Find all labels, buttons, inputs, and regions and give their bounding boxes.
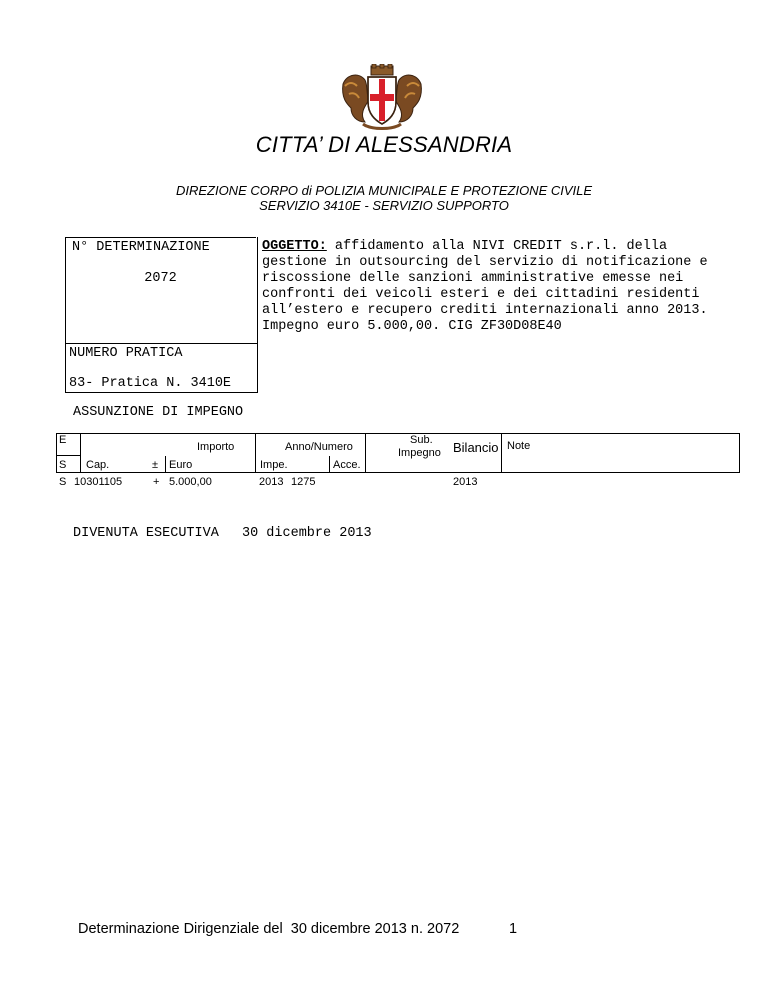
row-cap: 10301105 <box>74 476 123 488</box>
row-numero: 1275 <box>291 476 316 488</box>
pratica-value: 83- Pratica N. 3410E <box>69 376 232 391</box>
table-divider <box>165 456 166 473</box>
table-divider <box>56 455 80 456</box>
col-header-euro: Euro <box>169 459 193 471</box>
city-crest-logo <box>335 64 429 132</box>
city-title: CITTA’ DI ALESSANDRIA <box>255 132 513 157</box>
determinazione-label: N° DETERMINAZIONE <box>72 240 210 255</box>
col-header-s: S <box>59 459 67 471</box>
row-anno: 2013 <box>259 476 284 488</box>
page-number: 1 <box>509 921 518 937</box>
col-header-e: E <box>59 434 67 446</box>
col-header-cap: Cap. <box>86 459 110 471</box>
row-bilancio: 2013 <box>453 476 478 488</box>
table-divider <box>365 433 366 473</box>
table-divider <box>329 456 330 473</box>
col-header-note: Note <box>507 440 531 452</box>
oggetto-label: OGGETTO: <box>262 239 327 254</box>
col-header-impe: Impe. <box>260 459 288 471</box>
service-name: SERVIZIO 3410E - SERVIZIO SUPPORTO <box>259 198 509 213</box>
col-header-anno-numero: Anno/Numero <box>285 441 353 453</box>
col-header-importo: Importo <box>197 441 235 453</box>
footer-text: Determinazione Dirigenziale del 30 dicembre 2013 n. 2072 <box>78 921 460 937</box>
esecutiva-label: DIVENUTA ESECUTIVA <box>73 526 219 541</box>
row-s: S <box>59 476 67 488</box>
col-header-sign: ± <box>152 459 159 471</box>
row-sign: + <box>153 476 160 488</box>
col-header-impegno: Impegno <box>398 447 441 459</box>
col-header-acce: Acce. <box>333 459 361 471</box>
assunzione-heading: ASSUNZIONE DI IMPEGNO <box>73 405 244 420</box>
table-divider <box>255 433 256 473</box>
row-euro: 5.000,00 <box>169 476 212 488</box>
table-divider <box>80 433 81 473</box>
table-divider <box>501 433 502 473</box>
pratica-label: NUMERO PRATICA <box>69 346 183 361</box>
esecutiva-date: 30 dicembre 2013 <box>242 526 372 541</box>
col-header-sub: Sub. <box>410 434 433 446</box>
oggetto-paragraph <box>262 239 722 335</box>
col-header-bilancio: Bilancio <box>453 440 499 455</box>
department-name: DIREZIONE CORPO di POLIZIA MUNICIPALE E PROTEZIONE CIVILE <box>175 183 593 198</box>
determinazione-number: 2072 <box>144 271 177 286</box>
oggetto-text: affidamento alla NIVI CREDIT s.r.l. della gestione in outsourcing del servizio di notificazione e riscossione delle sanzioni amministrative emesse nei confronti dei veicoli esteri e dei cittadini residenti all’estero e recupero crediti internazionali anno 2013. Impegno euro 5.000,00. CIG ZF30D08E40 <box>262 239 708 334</box>
